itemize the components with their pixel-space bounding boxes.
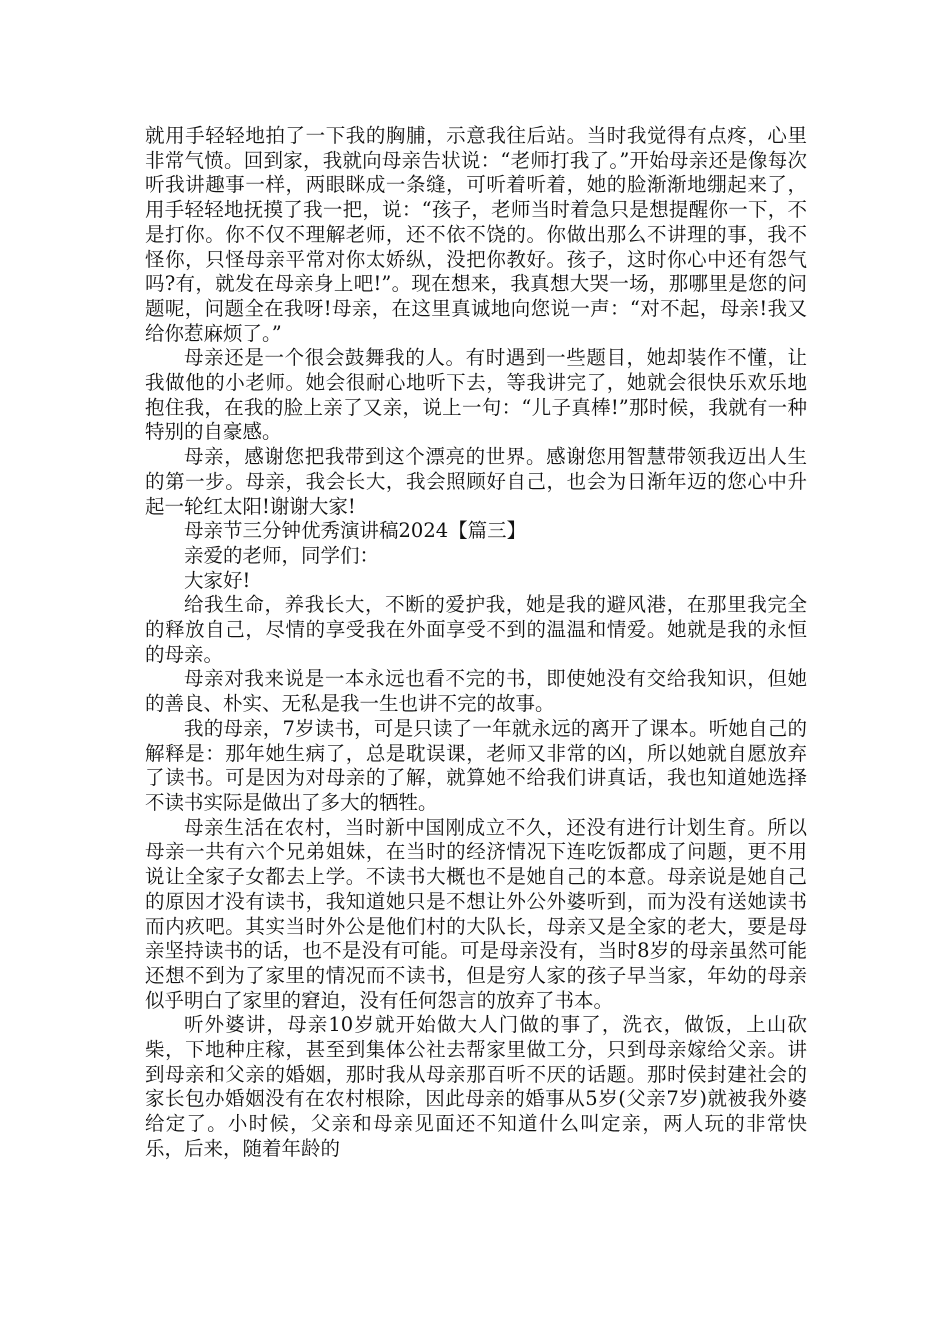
paragraph-9: 我的母亲，7岁读书，可是只读了一年就永远的离开了课本。听她自己的解释是：那年她生病了，总是耽误课，老师又非常的凶，所以她就自愿放弃了读书。可是因为对母亲的了解，就算她不给我们讲真话，我也知道她选择不读书实际是做出了多大的牺牲。 <box>145 716 807 814</box>
salutation: 亲爱的老师，同学们： <box>184 543 380 567</box>
paragraph-7: 给我生命，养我长大，不断的爱护我，她是我的避风港，在那里我完全的释放自己，尽情的享受我在外面享受不到的温温和情爱。她就是我的永恒的母亲。 <box>145 593 807 666</box>
greeting: 大家好! <box>184 568 251 592</box>
paragraph-11: 听外婆讲，母亲10岁就开始做大人门做的事了，洗衣，做饭，上山砍柴，下地种庄稼，甚至到集体公社去帮家里做工分，只到母亲嫁给父亲。讲到母亲和父亲的婚姻，那时我从母亲那百听不厌的话题。那时侯封建社会的家长包办婚姻没有在农村根除，因此母亲的婚事从5岁(父亲7岁)就被我外婆给定了。小时候，父亲和母亲见面还不知道什么叫定亲，两人玩的非常快乐，后来，随着年龄的 <box>145 1013 807 1160</box>
paragraph-2: 母亲还是一个很会鼓舞我的人。有时遇到一些题目，她却装作不懂，让我做他的小老师。她会很耐心地听下去，等我讲完了，她就会很快乐欢乐地抱住我，在我的脸上亲了又亲，说上一句：“儿子真棒!”那时候，我就有一种特别的自豪感。 <box>145 346 807 444</box>
section-heading: 母亲节三分钟优秀演讲稿2024【篇三】 <box>184 519 527 543</box>
paragraph-10: 母亲生活在农村，当时新中国刚成立不久，还没有进行计划生育。所以母亲一共有六个兄弟姐妹，在当时的经济情况下连吃饭都成了问题，更不用说让全家子女都去上学。不读书大概也不是她自己的本意。母亲说是她自己的原因才没有读书，我知道她只是不想让外公外婆听到，而为没有送她读书而内疚吧。其实当时外公是他们村的大队长，母亲又是全家的老大，要是母亲坚持读书的话，也不是没有可能。可是母亲没有，当时8岁的母亲虽然可能还想不到为了家里的情况而不读书，但是穷人家的孩子早当家，年幼的母亲似乎明白了家里的窘迫，没有任何怨言的放弃了书本。 <box>145 815 807 1012</box>
paragraph-3: 母亲，感谢您把我带到这个漂亮的世界。感谢您用智慧带领我迈出人生的第一步。母亲，我会长大，我会照顾好自己，也会为日渐年迈的您心中升起一轮红太阳!谢谢大家! <box>145 445 807 518</box>
paragraph-1: 就用手轻轻地拍了一下我的胸脯，示意我往后站。当时我觉得有点疼，心里非常气愤。回到家，我就向母亲告状说：“老师打我了。”开始母亲还是像每次听我讲趣事一样，两眼眯成一条缝，可听着听着，她的脸渐渐地绷起来了，用手轻轻地抚摸了我一把，说：“孩子，老师当时着急只是想提醒你一下，不是打你。你不仅不理解老师，还不依不饶的。你做出那么不讲理的事，我不怪你，只怪母亲平常对你太娇纵，没把你教好。孩子，这时你心中还有怨气吗?有，就发在母亲身上吧!”。现在想来，我真想大哭一场，那哪里是您的问题呢，问题全在我呀!母亲，在这里真诚地向您说一声：“对不起，母亲!我又给你惹麻烦了。” <box>145 124 807 345</box>
document-page <box>145 124 807 1162</box>
paragraph-8: 母亲对我来说是一本永远也看不完的书，即使她没有交给我知识，但她的善良、朴实、无私是我一生也讲不完的故事。 <box>145 667 807 716</box>
